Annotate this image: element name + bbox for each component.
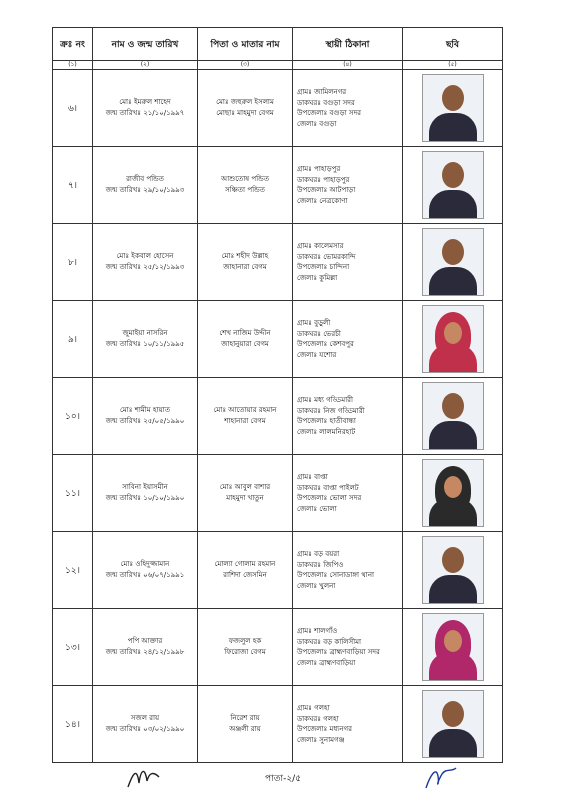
address-line: জেলাঃ সুনামগঞ্জ [297, 735, 345, 744]
father-name: মোঃ আবুল বাশার [219, 483, 271, 491]
photo-cell [403, 301, 503, 378]
photo-cell [403, 70, 503, 147]
father-name: মোঃ আতোয়ার রহমান [213, 406, 277, 414]
address-line: জেলাঃ যশোর [297, 350, 337, 359]
header-parent: পিতা ও মাতার নাম [198, 28, 293, 61]
applicant-name: মোঃ ইকবাল হোসেন [116, 252, 174, 260]
address-line: জেলাঃ বগুড়া [297, 119, 337, 128]
address-line: গ্রামঃ বড় বয়রা [297, 550, 340, 558]
name-cell [93, 378, 198, 455]
index-cell: (৫) [403, 61, 503, 70]
male-photo [422, 382, 484, 450]
birth-date: জন্ম তারিখঃ ২৯/১০/১৯৯৩ [105, 186, 185, 194]
birth-date: জন্ম তারিখঃ ০৩/০২/১৯৯০ [105, 725, 185, 733]
address-line: জেলাঃ ব্রাহ্মণবাড়িয়া [297, 658, 356, 667]
father-name: নিরেশ রায় [230, 714, 260, 722]
index-cell: (৩) [198, 61, 293, 70]
address-line: গ্রামঃ জামিলনগর [297, 88, 347, 96]
birth-date: জন্ম তারিখঃ ১০/১০/১৯৯০ [105, 494, 185, 502]
address-line: ডাকঘরঃ ভেরচী [297, 329, 341, 338]
mother-name: মোছাঃ মাহমুদা বেগম [216, 109, 274, 117]
photo-cell [403, 224, 503, 301]
index-cell: (১) [53, 61, 93, 70]
applicant-table [52, 27, 503, 763]
table-row [53, 70, 503, 147]
mother-name: সঞ্চিতা পন্ডিত [225, 186, 265, 194]
address-line: গ্রামঃ বাপ্তা [297, 473, 328, 481]
serial-cell: ৮। [53, 224, 93, 301]
address-line: উপজেলাঃ চান্দিনা [297, 263, 350, 271]
photo-cell [403, 455, 503, 532]
birth-date: জন্ম তারিখঃ ০৬/০৭/১৯৯১ [105, 571, 185, 579]
father-name: মোঃ জহুরুল ইসলাম [216, 98, 274, 106]
female-photo [422, 459, 484, 527]
address-line: উপজেলাঃ ভোলা সদর [297, 494, 362, 502]
parent-cell [198, 70, 293, 147]
index-cell: (২) [93, 61, 198, 70]
address-cell [293, 609, 403, 686]
parent-cell [198, 686, 293, 763]
parent-cell [198, 532, 293, 609]
birth-date: জন্ম তারিখঃ ২১/১০/১৯৯৭ [105, 109, 185, 117]
male-photo [422, 690, 484, 758]
name-cell [93, 686, 198, 763]
name-cell [93, 455, 198, 532]
male-photo [422, 536, 484, 604]
address-cell [293, 686, 403, 763]
address-line: উপজেলাঃ সোনাডাঙ্গা থানা [297, 571, 375, 579]
address-line: গ্রামঃ পাহাড়পুর [297, 165, 341, 173]
table-row [53, 686, 503, 763]
name-cell [93, 609, 198, 686]
photo-cell [403, 686, 503, 763]
index-cell: (৪) [293, 61, 403, 70]
father-name: আশুতোষ পন্ডিত [221, 175, 269, 183]
birth-date: জন্ম তারিখঃ ২৪/১২/১৯৯৮ [105, 648, 185, 656]
parent-cell [198, 224, 293, 301]
address-line: উপজেলাঃ হাতীবান্ধা [297, 417, 356, 425]
address-line: উপজেলাঃ কেশবপুর [297, 340, 354, 348]
table-row [53, 609, 503, 686]
female-photo [422, 613, 484, 681]
address-line: ডাকঘরঃ বাপ্তা পাইলট [297, 483, 359, 492]
address-line: জেলাঃ নেত্রকোণা [297, 196, 348, 205]
address-line: ডাকঘরঃ বগুড়া সদর [297, 98, 355, 107]
address-line: উপজেলাঃ মধ্যনগর [297, 725, 352, 733]
applicant-name: মোঃ শামীম হায়াত [119, 406, 170, 414]
name-cell [93, 70, 198, 147]
mother-name: জাহানুয়ারা বেগম [221, 340, 269, 348]
serial-cell: ১২। [53, 532, 93, 609]
parent-cell [198, 455, 293, 532]
father-name: মোল্যা গোলাম রহমান [214, 560, 276, 568]
birth-date: জন্ম তারিখঃ ২৫/১২/১৯৯৩ [105, 263, 185, 271]
parent-cell [198, 609, 293, 686]
applicant-name: জুমাইয়া নাসরিন [122, 329, 168, 337]
header-name: নাম ও জন্ম তারিখ [93, 28, 198, 61]
photo-cell [403, 532, 503, 609]
address-cell [293, 147, 403, 224]
address-line: গ্রামঃ শালগাঁও [297, 627, 338, 635]
address-cell [293, 224, 403, 301]
applicant-name: মোঃ ইমরুল শাহেদ [119, 98, 171, 106]
address-line: গ্রামঃ গলহা [297, 704, 330, 712]
header-photo: ছবি [403, 28, 503, 61]
signature-right [420, 762, 460, 792]
father-name: ফজলুল হক [228, 637, 262, 645]
address-line: ডাকঘরঃ গলহা [297, 714, 339, 723]
table-row [53, 455, 503, 532]
serial-cell: ৭। [53, 147, 93, 224]
page-number: পাতা-২/৫ [265, 774, 302, 784]
address-cell [293, 378, 403, 455]
table-row [53, 224, 503, 301]
mother-name: অঞ্জলী রায় [229, 725, 261, 733]
address-line: ডাকঘরঃ পাহাড়পুর [297, 175, 350, 184]
mother-name: মাহমুদা খাতুন [226, 494, 264, 502]
parent-cell [198, 378, 293, 455]
birth-date: জন্ম তারিখঃ ২৫/০৫/১৯৯০ [105, 417, 185, 425]
mother-name: রাশিদা জেসমিন [223, 571, 267, 579]
address-line: জেলাঃ কুমিল্লা [297, 273, 338, 282]
mother-name: ফিরোজা বেগম [224, 648, 266, 656]
address-cell [293, 532, 403, 609]
photo-cell [403, 609, 503, 686]
table-row [53, 147, 503, 224]
photo-cell [403, 378, 503, 455]
serial-cell: ৬। [53, 70, 93, 147]
header-serial: ক্রঃ নং [53, 28, 93, 61]
male-photo [422, 228, 484, 296]
father-name: শেখ নাজিম উদ্দীন [219, 329, 271, 337]
address-cell [293, 301, 403, 378]
applicant-name: সজল রায় [130, 714, 160, 722]
address-line: গ্রামঃ মধ্য গড্ডিমারী [297, 396, 353, 404]
address-line: জেলাঃ ভোলা [297, 504, 337, 513]
address-cell [293, 70, 403, 147]
signature-left [125, 763, 163, 791]
name-cell [93, 224, 198, 301]
parent-cell [198, 147, 293, 224]
female-photo [422, 305, 484, 373]
address-line: ডাকঘরঃ জিপিও [297, 560, 344, 569]
header-address: স্থায়ী ঠিকানা [293, 28, 403, 61]
name-cell [93, 301, 198, 378]
mother-name: জাহানারা বেগম [223, 263, 267, 271]
address-line: উপজেলাঃ আটপাড়া [297, 186, 356, 194]
address-line: গ্রামঃ কালেমসার [297, 242, 344, 250]
name-cell [93, 532, 198, 609]
table-row [53, 378, 503, 455]
serial-cell: ১৩। [53, 609, 93, 686]
serial-cell: ১১। [53, 455, 93, 532]
birth-date: জন্ম তারিখঃ ১০/১১/১৯৯৫ [105, 340, 185, 348]
address-line: ডাকঘরঃ ভোমরকান্দি [297, 252, 356, 261]
father-name: মোঃ শহীদ উল্লাহ [221, 252, 269, 260]
mother-name: শাহানারা বেগম [224, 417, 266, 425]
serial-cell: ১৪। [53, 686, 93, 763]
address-line: জেলাঃ লালমনিরহাট [297, 427, 356, 436]
address-line: উপজেলাঃ বগুড়া সদর [297, 109, 361, 117]
address-cell [293, 455, 403, 532]
address-line: ডাকঘরঃ বড় কালিসীমা [297, 637, 362, 646]
address-line: জেলাঃ খুলনা [297, 581, 336, 590]
parent-cell [198, 301, 293, 378]
male-photo [422, 151, 484, 219]
male-photo [422, 74, 484, 142]
photo-cell [403, 147, 503, 224]
table-row [53, 532, 503, 609]
applicant-name: মোঃ ওহিদুজ্জামান [120, 560, 170, 568]
table-row [53, 301, 503, 378]
address-line: গ্রামঃ বুড়ুলী [297, 319, 331, 327]
applicant-name: রাজীব পন্ডিত [126, 175, 164, 183]
serial-cell: ৯। [53, 301, 93, 378]
address-line: উপজেলাঃ ব্রাহ্মণবাড়িয়া সদর [297, 648, 380, 656]
applicant-name: সাবিনা ইয়াসমীন [122, 483, 168, 491]
applicant-name: পপি আক্তার [127, 637, 163, 645]
serial-cell: ১০। [53, 378, 93, 455]
name-cell [93, 147, 198, 224]
address-line: ডাকঘরঃ নিজ গড্ডিমারী [297, 406, 365, 415]
